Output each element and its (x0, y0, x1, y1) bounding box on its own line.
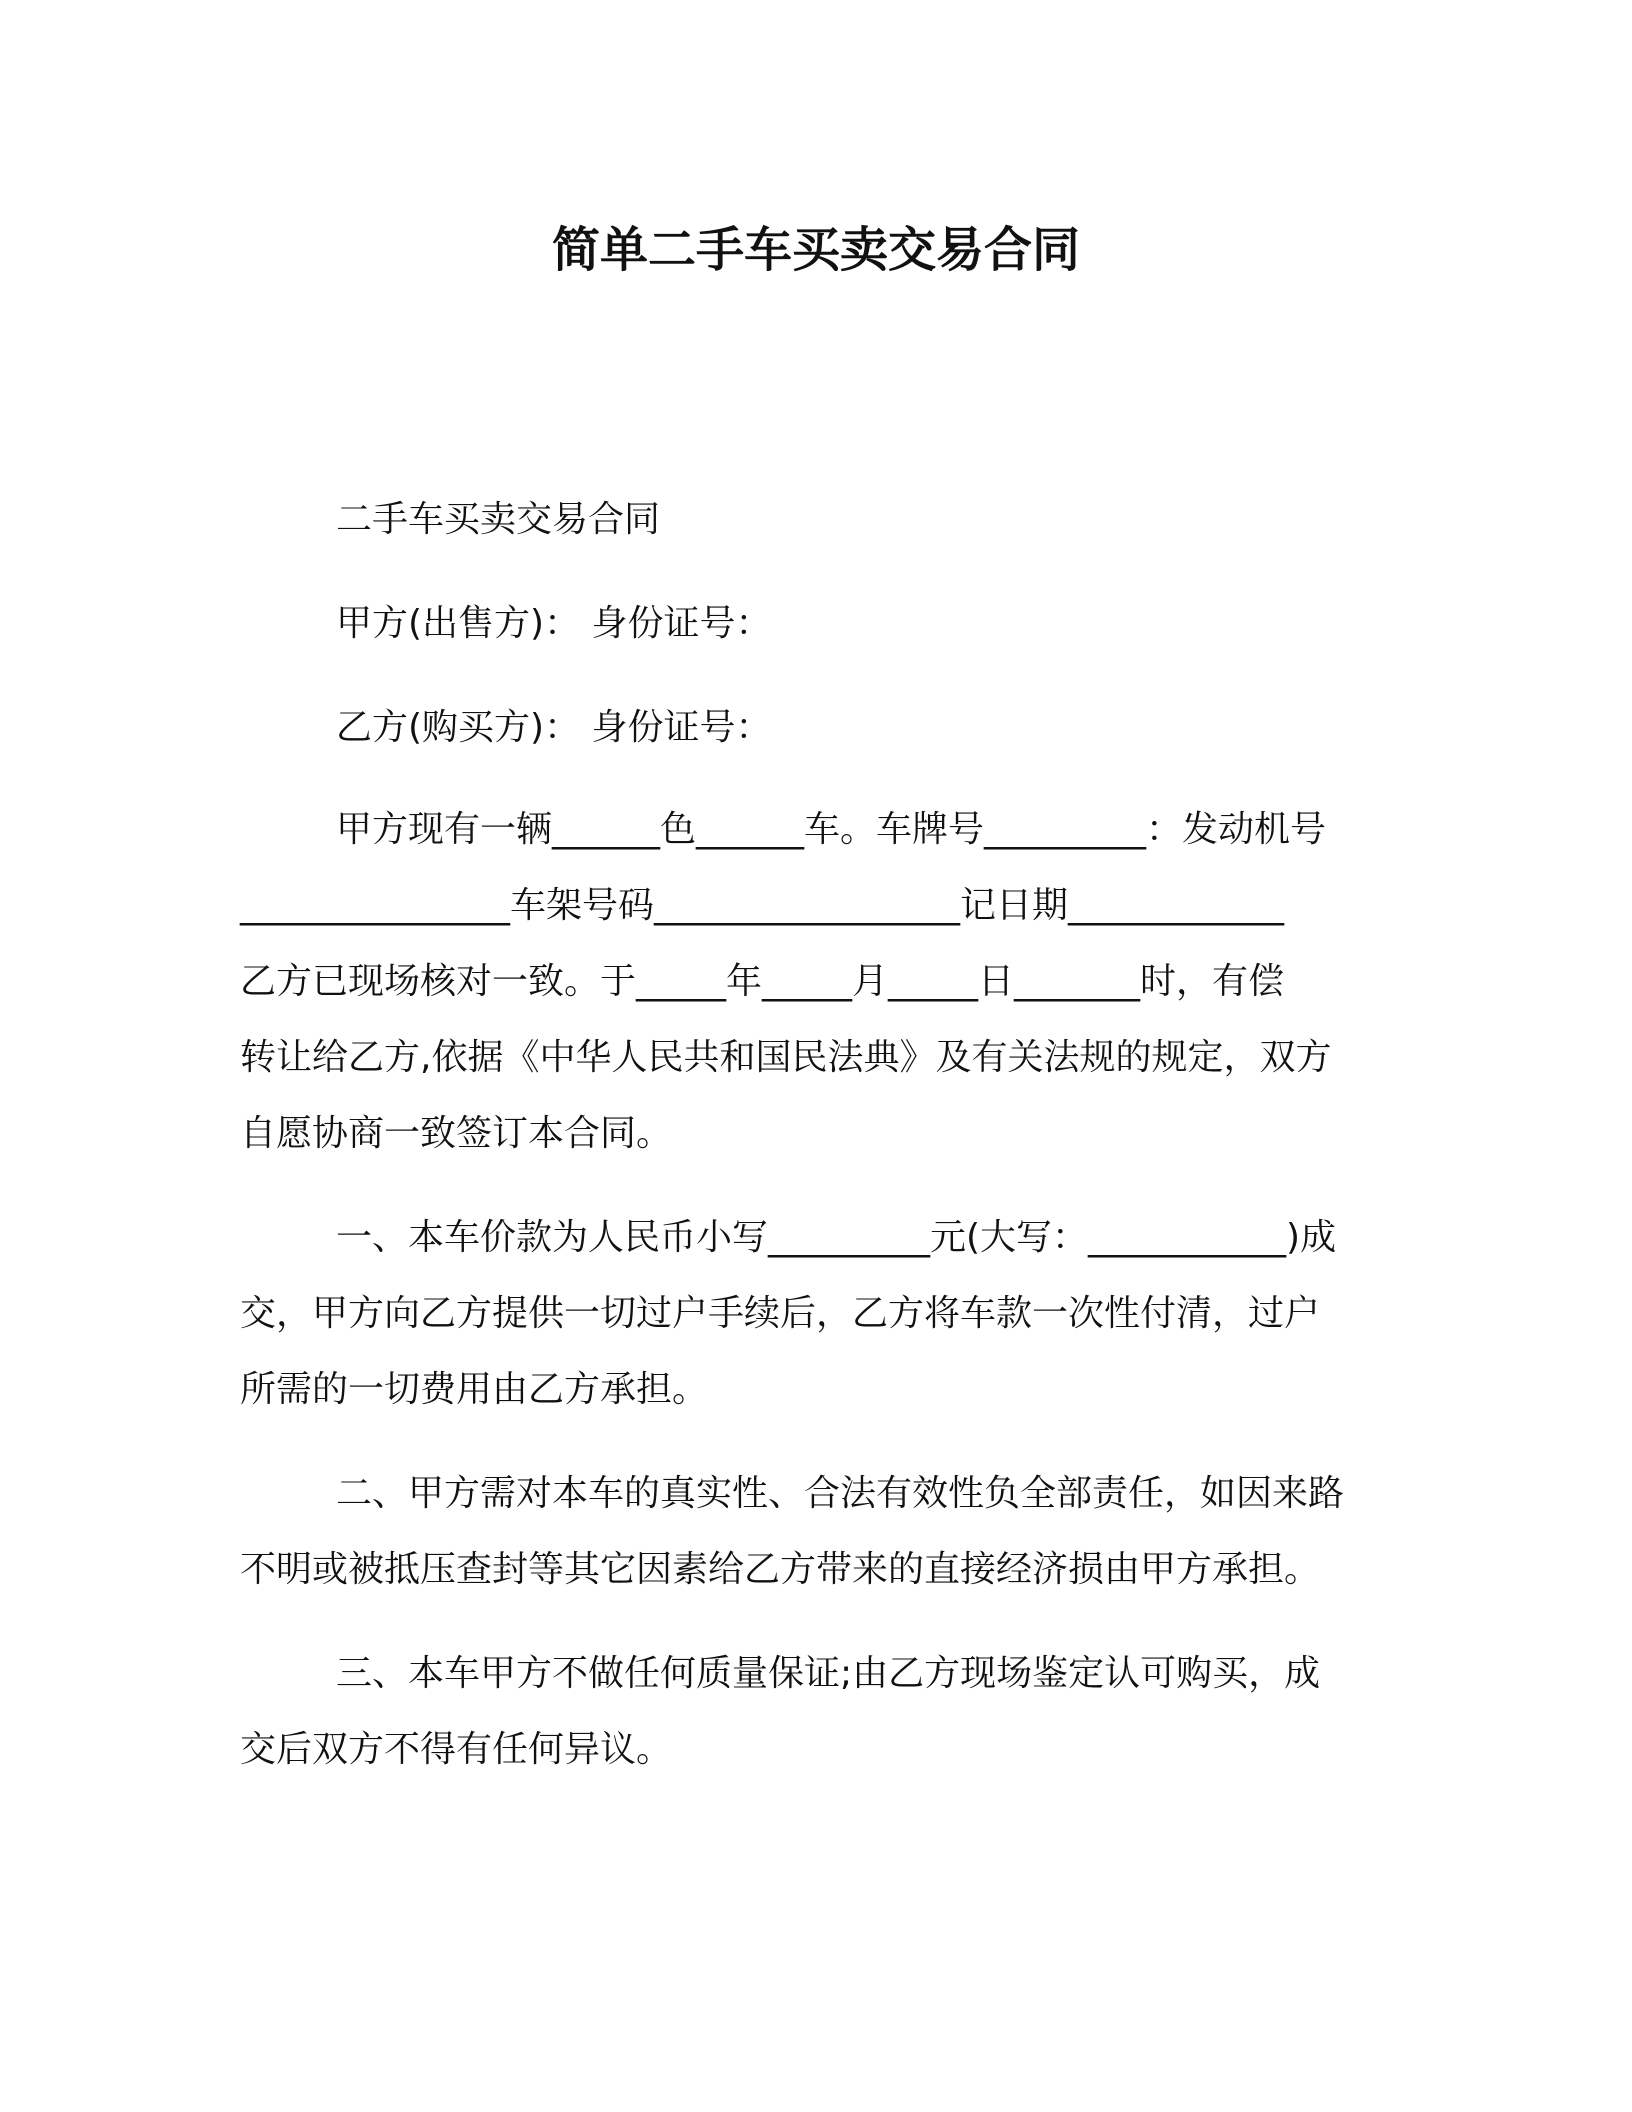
clause-3-line-2: 交后双方不得有任何异议。 (240, 1729, 673, 1770)
clause-2-line-1: 二、甲方需对本车的真实性、合法有效性负全部责任，如因来路 (336, 1473, 1345, 1514)
party-a-line: 甲方(出售方)： 身份证号： (336, 603, 772, 644)
clause-3-line-1: 三、本车甲方不做任何质量保证;由乙方现场鉴定认可购买，成 (336, 1653, 1321, 1694)
vehicle-info-line-2: _______________车架号码_________________记日期____________ (240, 885, 1285, 926)
vehicle-info-line-5: 自愿协商一致签订本合同。 (240, 1113, 673, 1154)
subtitle-line: 二手车买卖交易合同 (336, 499, 661, 540)
clause-1-line-3: 所需的一切费用由乙方承担。 (240, 1369, 709, 1410)
vehicle-info-line-1: 甲方现有一辆______色______车。车牌号_________：发动机号 (336, 809, 1327, 850)
clause-1-line-2: 交，甲方向乙方提供一切过户手续后，乙方将车款一次性付清，过户 (240, 1293, 1321, 1334)
clause-2-line-2: 不明或被抵压查封等其它因素给乙方带来的直接经济损由甲方承担。 (240, 1549, 1321, 1590)
vehicle-info-line-4: 转让给乙方,依据《中华人民共和国民法典》及有关法规的规定，双方 (240, 1037, 1332, 1078)
clause-1-line-1: 一、本车价款为人民币小写_________元(大写：___________)成 (336, 1217, 1337, 1258)
vehicle-info-line-3: 乙方已现场核对一致。于_____年_____月_____日_______时，有偿 (240, 961, 1285, 1002)
document-title: 简单二手车买卖交易合同 (551, 222, 1080, 278)
party-b-line: 乙方(购买方)： 身份证号： (336, 707, 772, 748)
